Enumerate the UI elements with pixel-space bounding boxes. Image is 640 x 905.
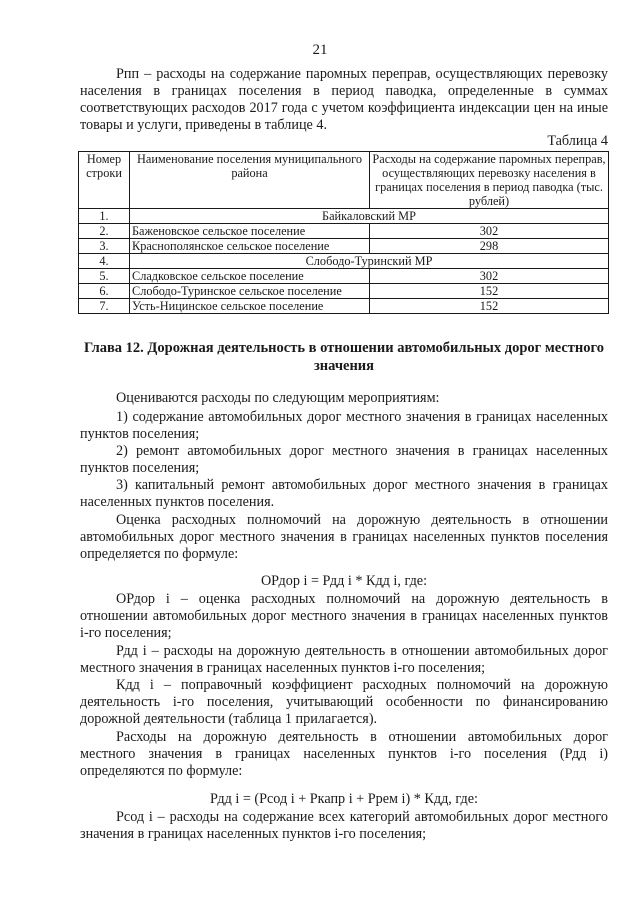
settlement-name: Слободо-Туринское сельское поселение bbox=[130, 284, 370, 299]
body-paragraph: Оцениваются расходы по следующим мероприятиям: bbox=[116, 390, 440, 406]
expense-value: 152 bbox=[370, 299, 609, 314]
page-number: 21 bbox=[312, 42, 328, 58]
header-number: Номер строки bbox=[79, 152, 130, 209]
expense-value: 302 bbox=[370, 269, 609, 284]
district-group: Слободо-Туринский МР bbox=[130, 254, 609, 269]
table-row bbox=[79, 209, 609, 224]
table-row bbox=[79, 299, 609, 314]
table-row bbox=[79, 224, 609, 239]
settlement-name: Сладковское сельское поселение bbox=[130, 269, 370, 284]
definition-ordor: ОРдор i – оценка расходных полномочий на дорожную деятельность в отношении автомобильных дорог местного значения в границах населенных пунктов i-го поселения; bbox=[80, 591, 608, 641]
header-settlement-name: Наименование поселения муниципального района bbox=[130, 152, 370, 209]
definition-rsod: Рсод i – расходы на содержание всех категорий автомобильных дорог местного значения в границах населенных пунктов i-го поселения; bbox=[80, 809, 608, 842]
expense-value: 302 bbox=[370, 224, 609, 239]
formula-rdd: Рдд i = (Рсод i + Ркапр i + Ррем i) * Кдд, где: bbox=[210, 791, 478, 807]
row-number: 6. bbox=[79, 284, 130, 299]
settlement-name: Баженовское сельское поселение bbox=[130, 224, 370, 239]
expense-value: 298 bbox=[370, 239, 609, 254]
list-item-maintenance: 1) содержание автомобильных дорог местного значения в границах населенных пунктов поселения; bbox=[80, 409, 608, 442]
header-expense: Расходы на содержание паромных переправ, осуществляющих перевозку населения в границах поселения в период паводка (тыс. рублей) bbox=[370, 152, 609, 209]
table-row bbox=[79, 254, 609, 269]
table-row bbox=[79, 284, 609, 299]
table-row bbox=[79, 269, 609, 284]
row-number: 4. bbox=[79, 254, 130, 269]
formula-ordor: ОРдор i = Рдд i * Кдд i, где: bbox=[260, 573, 428, 589]
chapter-title: Глава 12. Дорожная деятельность в отношении автомобильных дорог местного значения bbox=[84, 340, 604, 374]
table-caption: Таблица 4 bbox=[547, 133, 608, 149]
row-number: 7. bbox=[79, 299, 130, 314]
table-row bbox=[79, 239, 609, 254]
intro-paragraph: Рпп – расходы на содержание паромных переправ, осуществляющих перевозку населения в границах поселения в период паводка, определенные в суммах соответствующих расходов 2017 года с учетом коэффициента индексации цен на иные товары и услуги, приведены в таблице 4. bbox=[80, 66, 608, 133]
list-item-repair: 2) ремонт автомобильных дорог местного значения в границах населенных пунктов поселения; bbox=[80, 443, 608, 476]
body-paragraph: Оценка расходных полномочий на дорожную деятельность в отношении автомобильных дорог местного значения в границах населенных пунктов поселения определяется по формуле: bbox=[80, 512, 608, 562]
table-header-row bbox=[79, 152, 609, 209]
settlement-name: Усть-Ницинское сельское поселение bbox=[130, 299, 370, 314]
row-number: 3. bbox=[79, 239, 130, 254]
definition-rdd: Рдд i – расходы на дорожную деятельность в отношении автомобильных дорог местного значения в границах населенных пунктов i-го поселения; bbox=[80, 643, 608, 676]
body-paragraph: Расходы на дорожную деятельность в отношении автомобильных дорог местного значения в границах населенных пунктов i-го поселения (Рдд i) определяются по формуле: bbox=[80, 729, 608, 779]
list-item-capital-repair: 3) капитальный ремонт автомобильных дорог местного значения в границах населенных пунктов поселения. bbox=[80, 477, 608, 510]
definition-kdd: Кдд i – поправочный коэффициент расходных полномочий на дорожную деятельность i-го поселения, учитывающий особенности по финансированию дорожной деятельности (таблица 1 прилагается). bbox=[80, 677, 608, 727]
expense-value: 152 bbox=[370, 284, 609, 299]
row-number: 5. bbox=[79, 269, 130, 284]
district-group: Байкаловский МР bbox=[130, 209, 609, 224]
row-number: 2. bbox=[79, 224, 130, 239]
settlement-name: Краснополянское сельское поселение bbox=[130, 239, 370, 254]
ferry-expenses-table bbox=[78, 151, 609, 314]
row-number: 1. bbox=[79, 209, 130, 224]
